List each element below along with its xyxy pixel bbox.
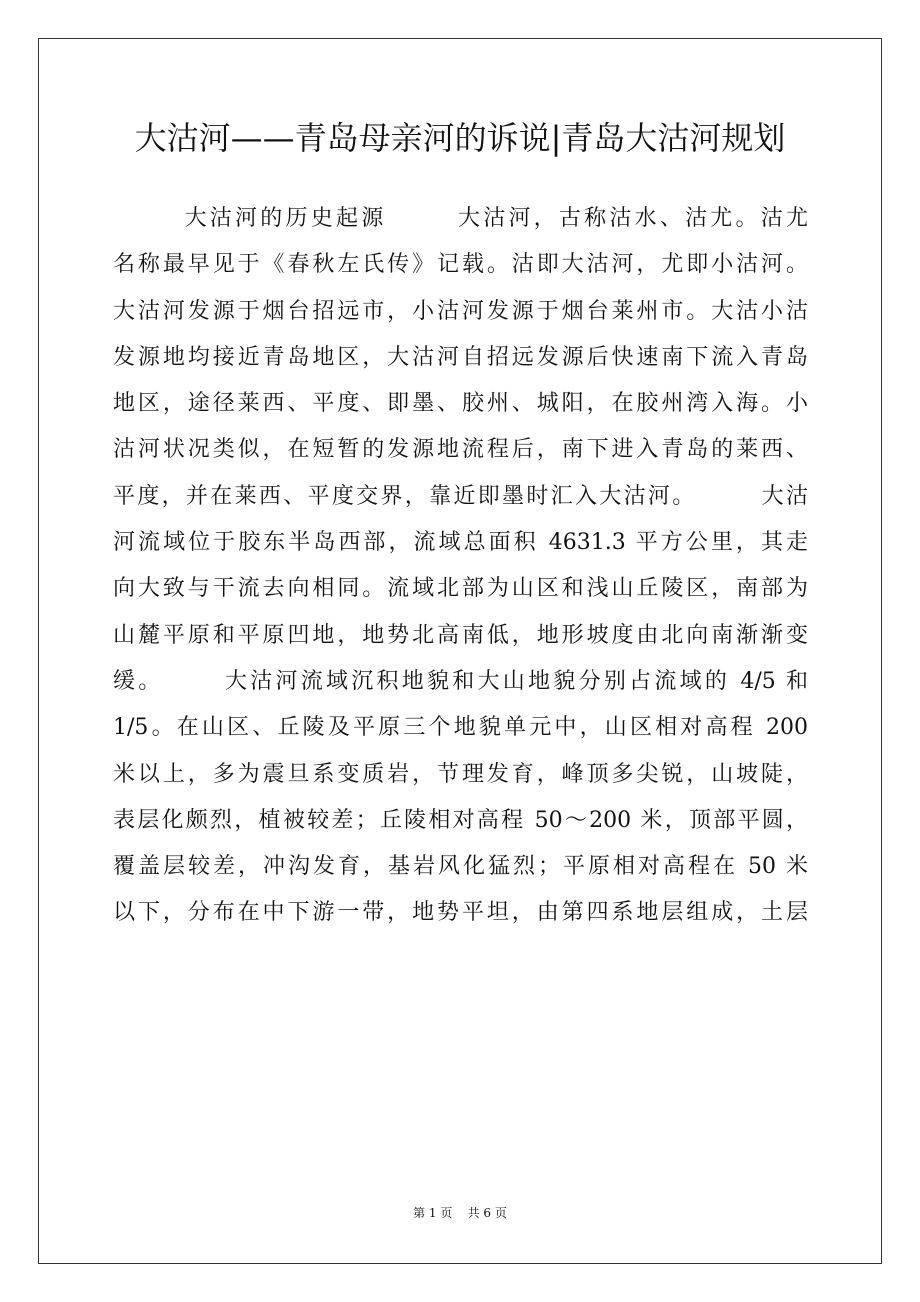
- paragraph-line: 沽河状况类似，在短暂的发源地流程后，南下进入青岛的莱西、: [113, 437, 808, 463]
- paragraph-line: 发源地均接近青岛地区，大沽河自招远发源后快速南下流入青岛: [113, 344, 808, 370]
- paragraph-line: 缓。 大沽河流域沉积地貌和大山地貌分别占流域的 4/5 和: [113, 668, 808, 694]
- paragraph-line: 1/5。在山区、丘陵及平原三个地貌单元中，山区相对高程 200: [113, 715, 808, 741]
- paragraph-line: 山麓平原和平原凹地，地势北高南低，地形坡度由北向南渐渐变: [113, 622, 808, 648]
- paragraph-line: 米以上，多为震旦系变质岩，节理发育，峰顶多尖锐，山坡陡，: [113, 761, 808, 787]
- paragraph-line: 地区，途径莱西、平度、即墨、胶州、城阳，在胶州湾入海。小: [113, 391, 808, 417]
- document-title: 大沽河——青岛母亲河的诉说|青岛大沽河规划: [134, 119, 786, 157]
- paragraph-line: 平度，并在莱西、平度交界，靠近即墨时汇入大沽河。 大沽: [113, 483, 808, 509]
- document-body: [113, 196, 808, 937]
- paragraph-line: 大沽河发源于烟台招远市，小沽河发源于烟台莱州市。大沽小沽: [113, 298, 808, 324]
- page-footer: 第 1 页 共 6 页: [413, 1206, 507, 1220]
- paragraph-line: 向大致与干流去向相同。流域北部为山区和浅山丘陵区，南部为: [113, 576, 808, 602]
- paragraph-line: 表层化颇烈，植被较差；丘陵相对高程 50～200 米，顶部平圆，: [113, 807, 808, 833]
- paragraph-line: 名称最早见于《春秋左氏传》记载。沽即大沽河，尤即小沽河。: [113, 252, 808, 278]
- paragraph-line: 河流域位于胶东半岛西部，流域总面积 4631.3 平方公里，其走: [113, 530, 808, 556]
- paragraph-line: 以下，分布在中下游一带，地势平坦，由第四系地层组成，土层: [113, 900, 808, 926]
- paragraph-line: 覆盖层较差，冲沟发育，基岩风化猛烈；平原相对高程在 50 米: [113, 854, 808, 880]
- paragraph-line: 大沽河的历史起源 大沽河，古称沽水、沽尤。沽尤: [113, 206, 808, 231]
